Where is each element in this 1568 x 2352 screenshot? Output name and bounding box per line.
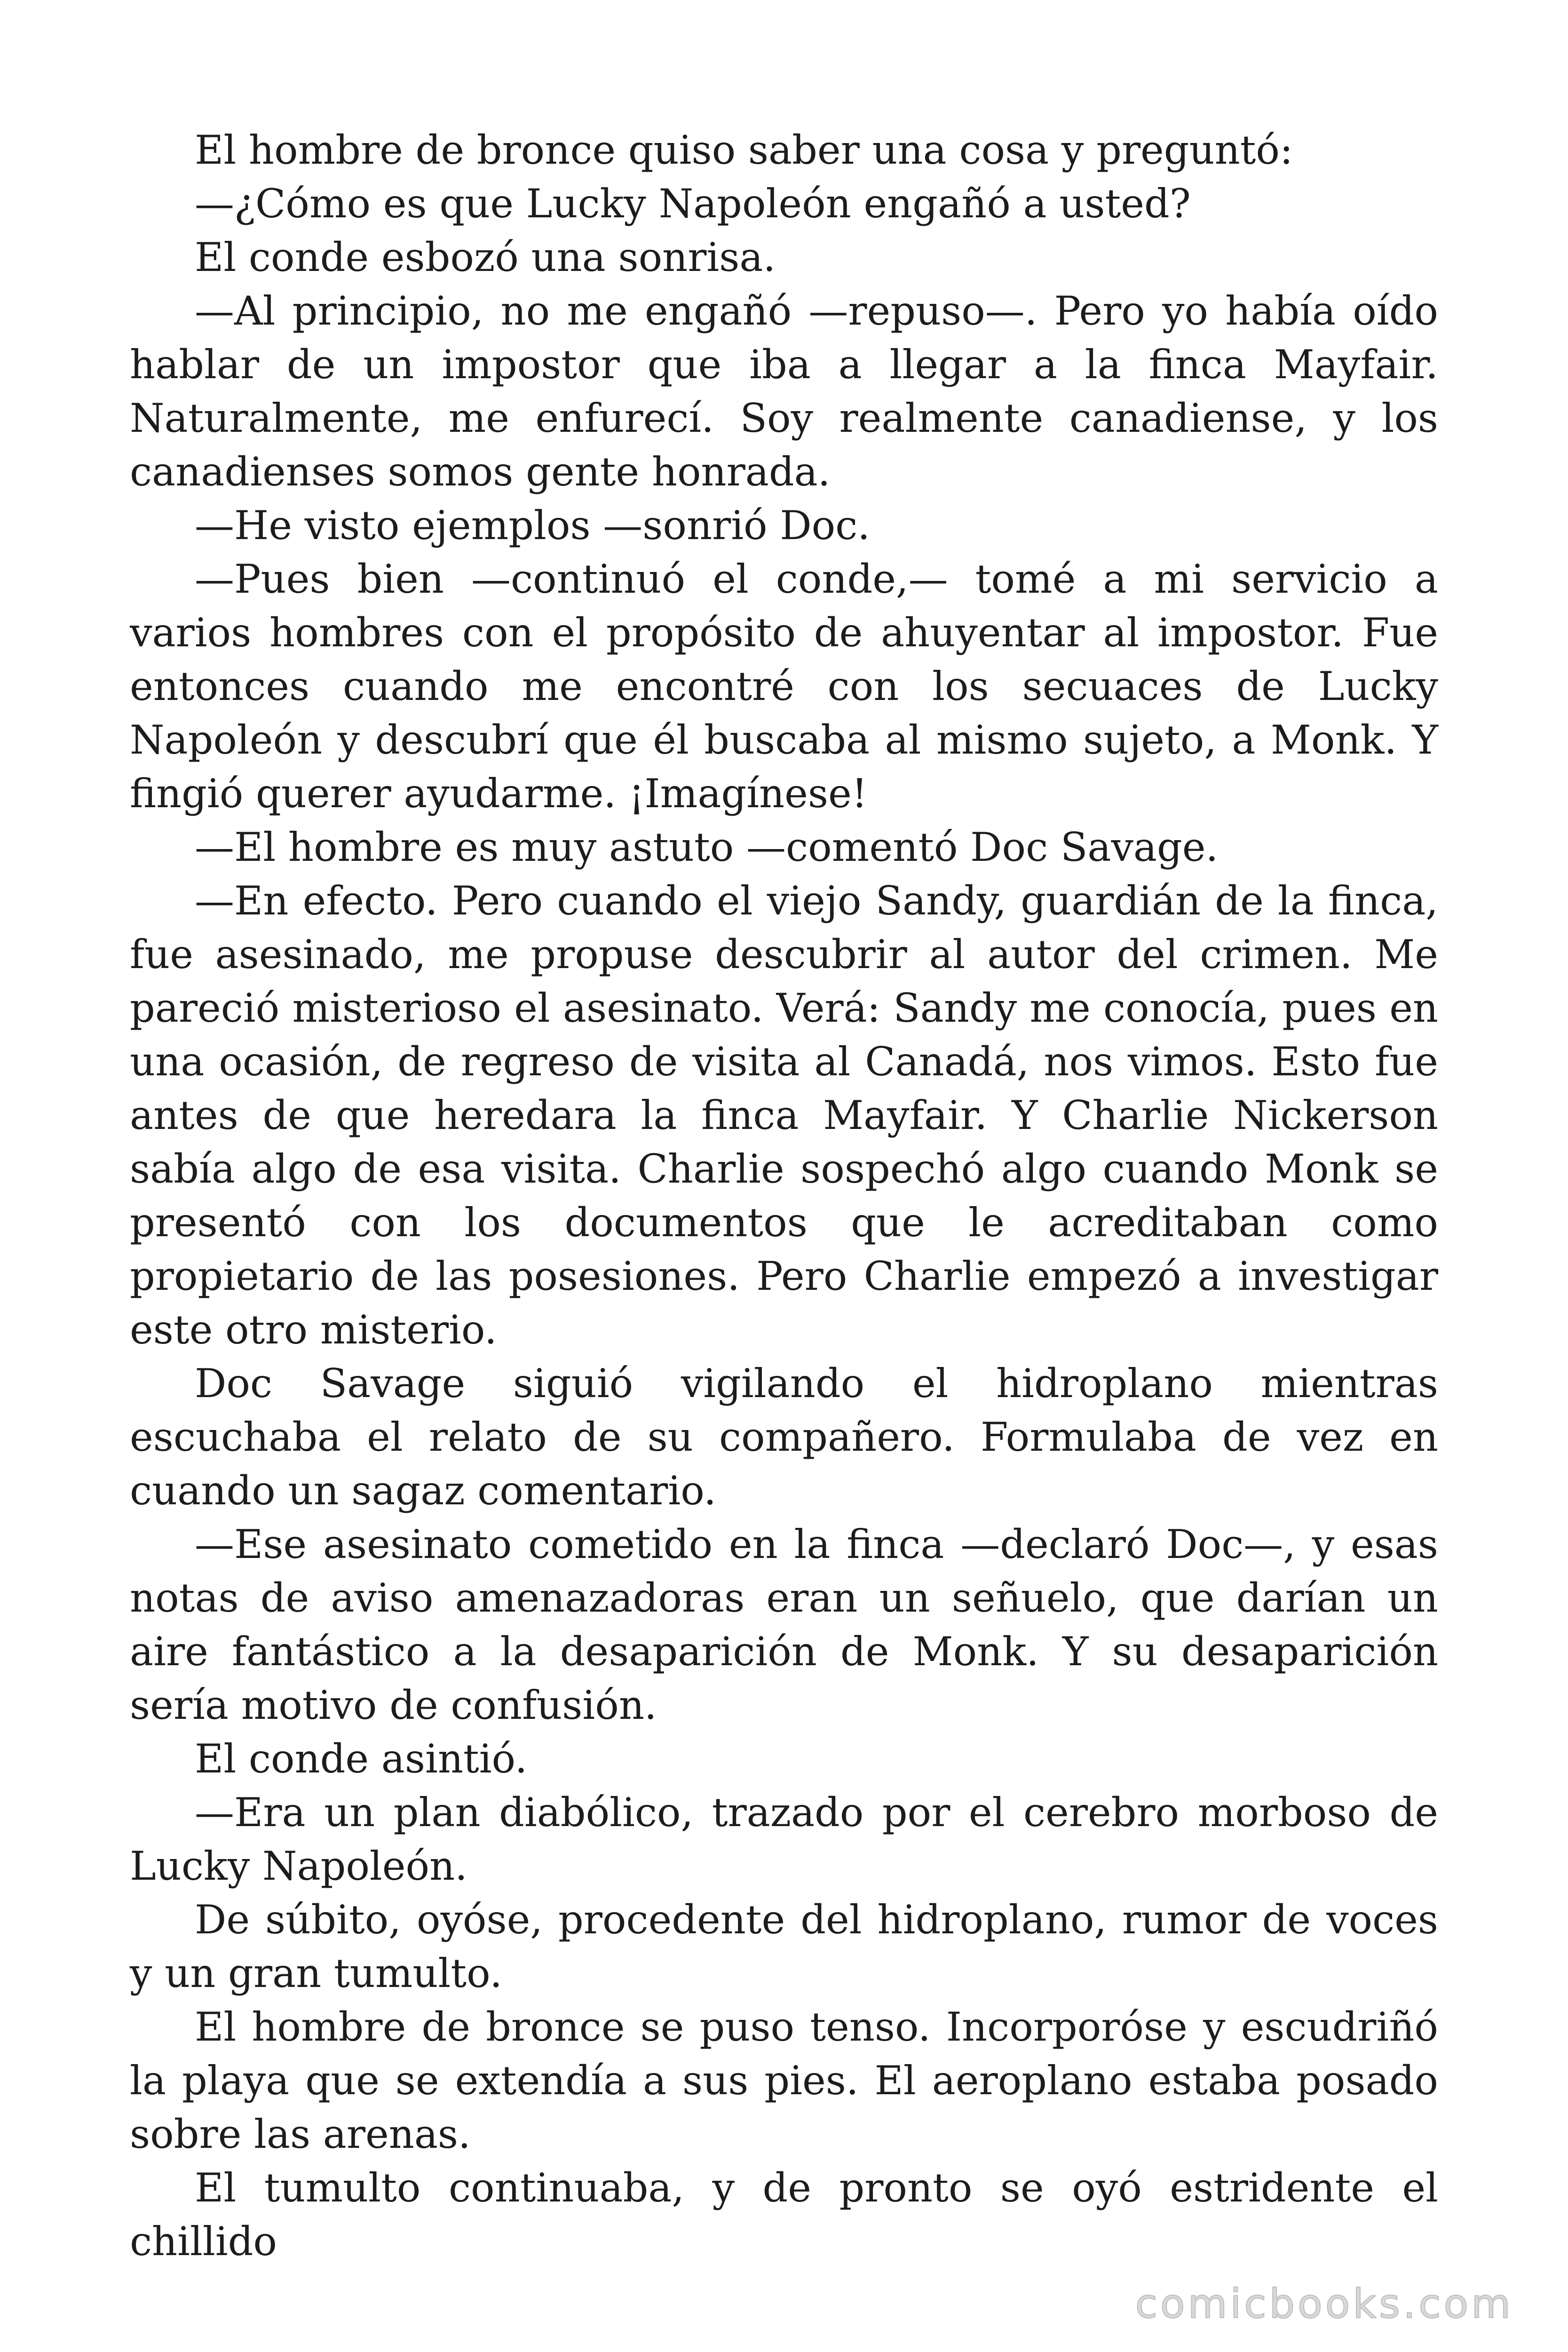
paragraph: El tumulto continuaba, y de pronto se oyó estridente el chillido (130, 2165, 1438, 2265)
body-text (130, 123, 1438, 2268)
paragraph: —Al principio, no me engañó —repuso—. Pero yo había oído hablar de un impostor que iba a llegar a la finca Mayfair. Naturalmente, me enfurecí. Soy realmente canadiense, y los canadienses somos gente honrada. (130, 288, 1438, 495)
paragraph: —Ese asesinato cometido en la finca —declaró Doc—, y esas notas de aviso amenazadoras eran un señuelo, que darían un aire fantástico a la desaparición de Monk. Y su desaparición sería motivo de confusión. (130, 1521, 1438, 1728)
paragraph: —¿Cómo es que Lucky Napoleón engañó a usted? (195, 181, 1191, 227)
paragraph: De súbito, oyóse, procedente del hidroplano, rumor de voces y un gran tumulto. (130, 1897, 1438, 1996)
paragraph: Doc Savage siguió vigilando el hidroplano mientras escuchaba el relato de su compañero. Formulaba de vez en cuando un sagaz comentario. (130, 1360, 1438, 1514)
paragraph: —En efecto. Pero cuando el viejo Sandy, guardián de la finca, fue asesinado, me propuse descubrir al autor del crimen. Me pareció misterioso el asesinato. Verá: Sandy me conocía, pues en una ocasión, de regreso de visita al Canadá, nos vimos. Esto fue antes de que heredara la finca Mayfair. Y Charlie Nickerson sabía algo de esa visita. Charlie sospechó algo cuando Monk se presentó con los documentos que le acreditaban como propietario de las posesiones. Pero Charlie empezó a investigar este otro misterio. (130, 878, 1438, 1353)
paragraph: —Pues bien —continuó el conde,— tomé a mi servicio a varios hombres con el propósito de ahuyentar al impostor. Fue entonces cuando me encontré con los secuaces de Lucky Napoleón y descubrí que él buscaba al mismo sujeto, a Monk. Y fingió querer ayudarme. ¡Imagínese! (130, 556, 1438, 817)
paragraph: El conde asintió. (195, 1736, 528, 1782)
paragraph: —El hombre es muy astuto —comentó Doc Savage. (195, 824, 1219, 870)
paragraph: El hombre de bronce quiso saber una cosa y preguntó: (195, 127, 1293, 173)
watermark: comicbooks.com (1135, 2280, 1513, 2328)
paragraph: El conde esbozó una sonrisa. (195, 234, 776, 280)
paragraph: El hombre de bronce se puso tenso. Incorporóse y escudriñó la playa que se extendía a sus pies. El aeroplano estaba posado sobre las arenas. (130, 2004, 1438, 2157)
paragraph: —Era un plan diabólico, trazado por el cerebro morboso de Lucky Napoleón. (130, 1789, 1438, 1889)
paragraph: —He visto ejemplos —sonrió Doc. (195, 502, 870, 548)
